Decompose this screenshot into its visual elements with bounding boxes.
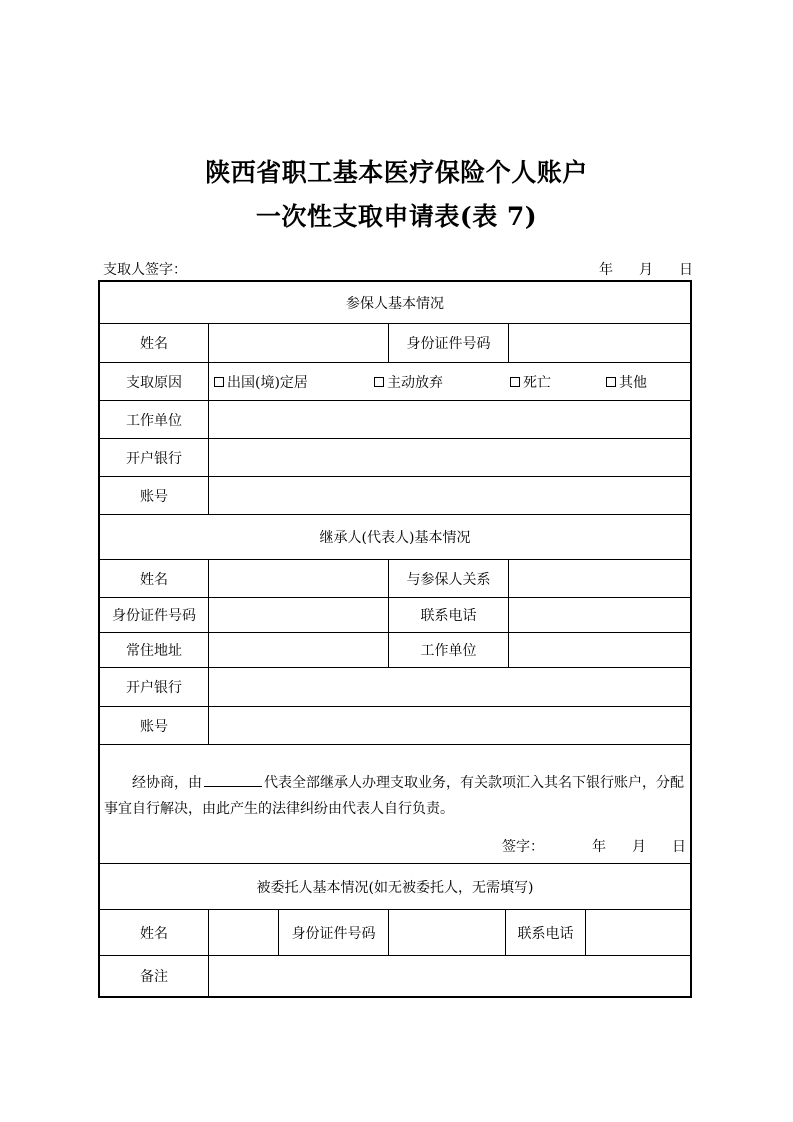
trustee-section-header-row [100, 863, 690, 909]
heir-account-label: 账号 [140, 718, 168, 735]
insured-name-row [100, 323, 690, 362]
insured-name-field[interactable] [208, 324, 388, 362]
remark-label: 备注 [140, 969, 168, 985]
month-label: 月 [639, 262, 653, 278]
reason-option-label: 死亡 [523, 374, 551, 391]
month-label: 月 [632, 839, 646, 855]
withdrawal-reason-options [208, 363, 690, 400]
agreement-text-after: 代表全部继承人办理支取业务，有关款项汇入其名下银行账户，分配事宜自行解决，由此产生的法律纠纷由代表人自行负责。 [104, 775, 684, 817]
reason-option-label: 出国(境)定居 [227, 374, 308, 391]
checkbox-icon[interactable] [214, 377, 224, 387]
agreement-text [104, 770, 688, 822]
day-label: 日 [672, 839, 686, 855]
reason-option-abandon[interactable] [374, 363, 443, 400]
heir-account-field[interactable] [208, 707, 690, 744]
year-label: 年 [599, 262, 613, 278]
heir-relation-label: 与参保人关系 [388, 560, 508, 597]
heir-bank-label: 开户银行 [126, 680, 182, 696]
checkbox-icon[interactable] [510, 377, 520, 387]
day-label: 日 [679, 262, 693, 278]
reason-option-death[interactable] [510, 363, 551, 400]
insured-bank-row [100, 438, 690, 476]
insured-id-field[interactable] [508, 324, 690, 362]
reason-option-label: 其他 [619, 374, 647, 391]
agreement-signature [502, 836, 686, 856]
applicant-signature-date [599, 259, 693, 279]
heir-section-header: 继承人(代表人)基本情况 [319, 530, 471, 546]
heir-id-label: 身份证件号码 [112, 608, 196, 624]
heir-id-field[interactable] [208, 598, 388, 632]
heir-phone-field[interactable] [508, 598, 690, 632]
insured-section-header-row [100, 282, 690, 323]
heir-phone-label: 联系电话 [388, 598, 508, 632]
heir-relation-field[interactable] [508, 560, 690, 597]
insured-section-header: 参保人基本情况 [346, 295, 444, 312]
remark-row [100, 955, 690, 996]
insured-bank-field[interactable] [208, 439, 690, 476]
trustee-name-label: 姓名 [140, 925, 168, 942]
applicant-signature-line [103, 259, 693, 279]
heir-name-field[interactable] [208, 560, 388, 597]
heir-address-row [100, 632, 690, 667]
year-label: 年 [592, 839, 606, 855]
trustee-section-header: 被委托人基本情况(如无被委托人，无需填写) [256, 879, 534, 896]
heir-address-label: 常住地址 [126, 643, 182, 659]
insured-name-label: 姓名 [140, 336, 168, 352]
insured-employer-label: 工作单位 [126, 412, 182, 429]
heir-employer-field[interactable] [508, 633, 690, 667]
insured-id-label: 身份证件号码 [388, 324, 508, 362]
trustee-id-label: 身份证件号码 [278, 910, 388, 955]
heir-name-label: 姓名 [140, 571, 168, 588]
agreement-sign-label: 签字： [502, 839, 544, 855]
heir-id-row [100, 597, 690, 632]
insured-employer-row [100, 400, 690, 438]
remark-field[interactable] [208, 956, 690, 996]
reason-option-emigrate[interactable] [214, 363, 308, 400]
checkbox-icon[interactable] [606, 377, 616, 387]
heir-bank-row [100, 667, 690, 706]
trustee-phone-field[interactable] [585, 910, 690, 955]
form-title-line-1: 陕西省职工基本医疗保险个人账户 [205, 158, 588, 187]
heir-account-row [100, 706, 690, 744]
heir-bank-field[interactable] [208, 668, 690, 706]
insured-account-field[interactable] [208, 477, 690, 514]
heir-address-field[interactable] [208, 633, 388, 667]
trustee-id-field[interactable] [388, 910, 505, 955]
trustee-info-row [100, 909, 690, 955]
withdrawal-reason-row [100, 362, 690, 400]
insured-employer-field[interactable] [208, 401, 690, 438]
trustee-phone-label: 联系电话 [505, 910, 585, 955]
representative-name-blank[interactable] [204, 772, 262, 787]
heir-name-row [100, 559, 690, 597]
checkbox-icon[interactable] [374, 377, 384, 387]
agreement-row [100, 744, 690, 863]
agreement-text-before: 经协商，由 [132, 775, 202, 791]
form-title-line-2: 一次性支取申请表(表 7) [255, 202, 538, 231]
insured-account-row [100, 476, 690, 514]
insured-account-label: 账号 [140, 488, 168, 505]
withdrawal-reason-label: 支取原因 [126, 374, 182, 391]
applicant-signature-label: 支取人签字： [103, 262, 187, 278]
application-form-table [98, 280, 692, 998]
trustee-name-field[interactable] [208, 910, 278, 955]
heir-employer-label: 工作单位 [388, 633, 508, 667]
reason-option-label: 主动放弃 [387, 374, 443, 391]
insured-bank-label: 开户银行 [126, 450, 182, 467]
reason-option-other[interactable] [606, 363, 647, 400]
heir-section-header-row [100, 514, 690, 559]
